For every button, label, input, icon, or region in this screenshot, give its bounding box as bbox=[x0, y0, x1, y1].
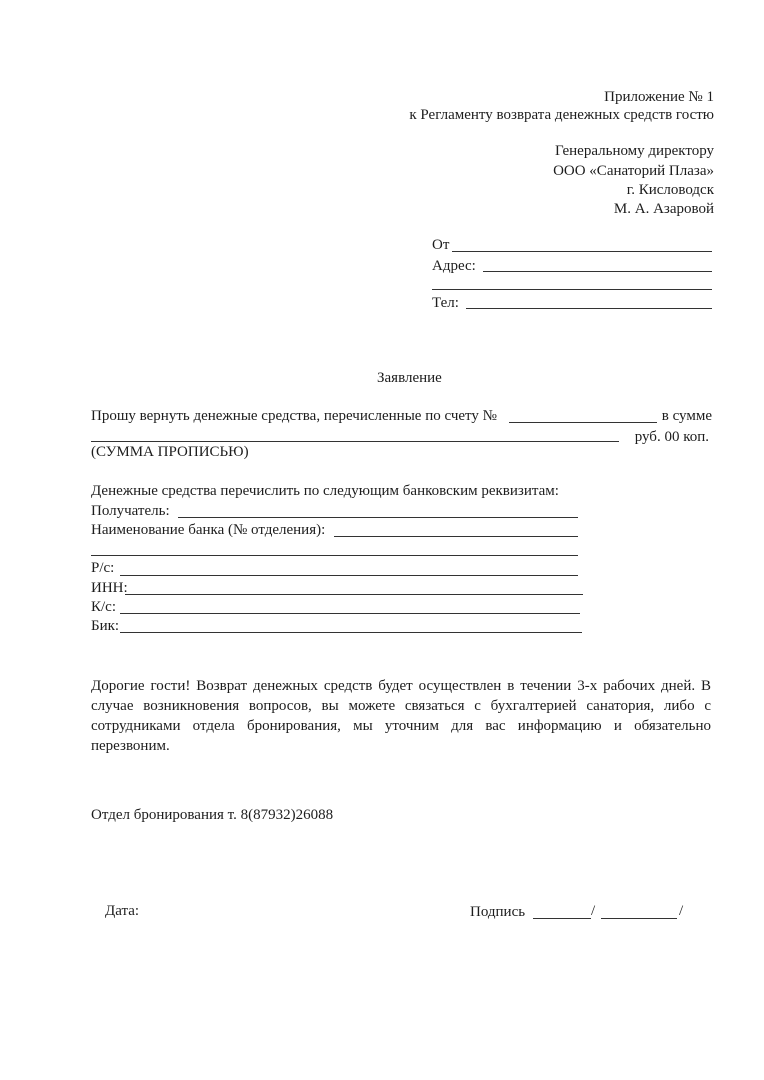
address-field-line-2[interactable] bbox=[432, 289, 712, 290]
phone-label: Тел: bbox=[432, 295, 459, 311]
bank-name-field-line-2[interactable] bbox=[91, 555, 578, 556]
address-field-line[interactable] bbox=[483, 271, 712, 272]
signature-field-line[interactable] bbox=[533, 918, 591, 919]
address-label: Адрес: bbox=[432, 258, 476, 274]
from-label: От bbox=[432, 237, 450, 253]
account-label: Р/с: bbox=[91, 560, 115, 576]
addressee-city: г. Кисловодск bbox=[626, 182, 714, 198]
signature-separator-1: / bbox=[591, 903, 596, 919]
appendix-subtitle: к Регламенту возврата денежных средств гостю bbox=[409, 107, 714, 123]
amount-suffix: в сумме bbox=[661, 408, 712, 424]
appendix-title: Приложение № 1 bbox=[604, 89, 714, 105]
signature-separator-2: / bbox=[679, 903, 684, 919]
from-field-line[interactable] bbox=[452, 251, 712, 252]
recipient-label: Получатель: bbox=[91, 503, 170, 519]
bik-label: Бик: bbox=[91, 618, 120, 634]
recipient-field-line[interactable] bbox=[178, 517, 578, 518]
addressee-company: ООО «Санаторий Плаза» bbox=[553, 163, 714, 179]
date-label: Дата: bbox=[105, 903, 140, 919]
notice-line-1: Дорогие гости! Возврат денежных средств будет осуществлен в течении 3-х рабочих дней. В bbox=[91, 678, 711, 694]
booking-phone: Отдел бронирования т. 8(87932)26088 bbox=[91, 807, 334, 823]
bik-field-line[interactable] bbox=[120, 632, 582, 633]
bank-name-label: Наименование банка (№ отделения): bbox=[91, 522, 326, 538]
corr-account-label: К/с: bbox=[91, 599, 116, 615]
bank-name-field-line[interactable] bbox=[334, 536, 578, 537]
currency-text: руб. 00 коп. bbox=[634, 429, 709, 445]
notice-line-4: перезвоним. bbox=[91, 738, 170, 754]
bank-details-intro: Денежные средства перечислить по следующим банковским реквизитам: bbox=[91, 483, 559, 499]
notice-line-3: сотрудниками отдела бронирования, мы уточним для вас информацию и обязательно bbox=[91, 718, 711, 734]
signature-label: Подпись bbox=[470, 904, 526, 920]
amount-field-line[interactable] bbox=[91, 441, 619, 442]
phone-field-line[interactable] bbox=[466, 308, 712, 309]
request-text: Прошу вернуть денежные средства, перечисленные по счету № bbox=[91, 408, 497, 424]
inn-field-line[interactable] bbox=[125, 594, 583, 595]
addressee-name: М. А. Азаровой bbox=[613, 201, 714, 217]
inn-label: ИНН: bbox=[91, 580, 128, 596]
amount-words-label: (СУММА ПРОПИСЬЮ) bbox=[91, 444, 249, 460]
signature-name-field-line[interactable] bbox=[601, 918, 677, 919]
invoice-number-line[interactable] bbox=[509, 422, 657, 423]
statement-title: Заявление bbox=[377, 370, 442, 386]
account-field-line[interactable] bbox=[120, 575, 578, 576]
corr-account-field-line[interactable] bbox=[120, 613, 580, 614]
addressee-position: Генеральному директору bbox=[554, 143, 714, 159]
notice-line-2: случае возникновения вопросов, вы можете связаться с бухгалтерией санатория, либо с bbox=[91, 698, 711, 714]
